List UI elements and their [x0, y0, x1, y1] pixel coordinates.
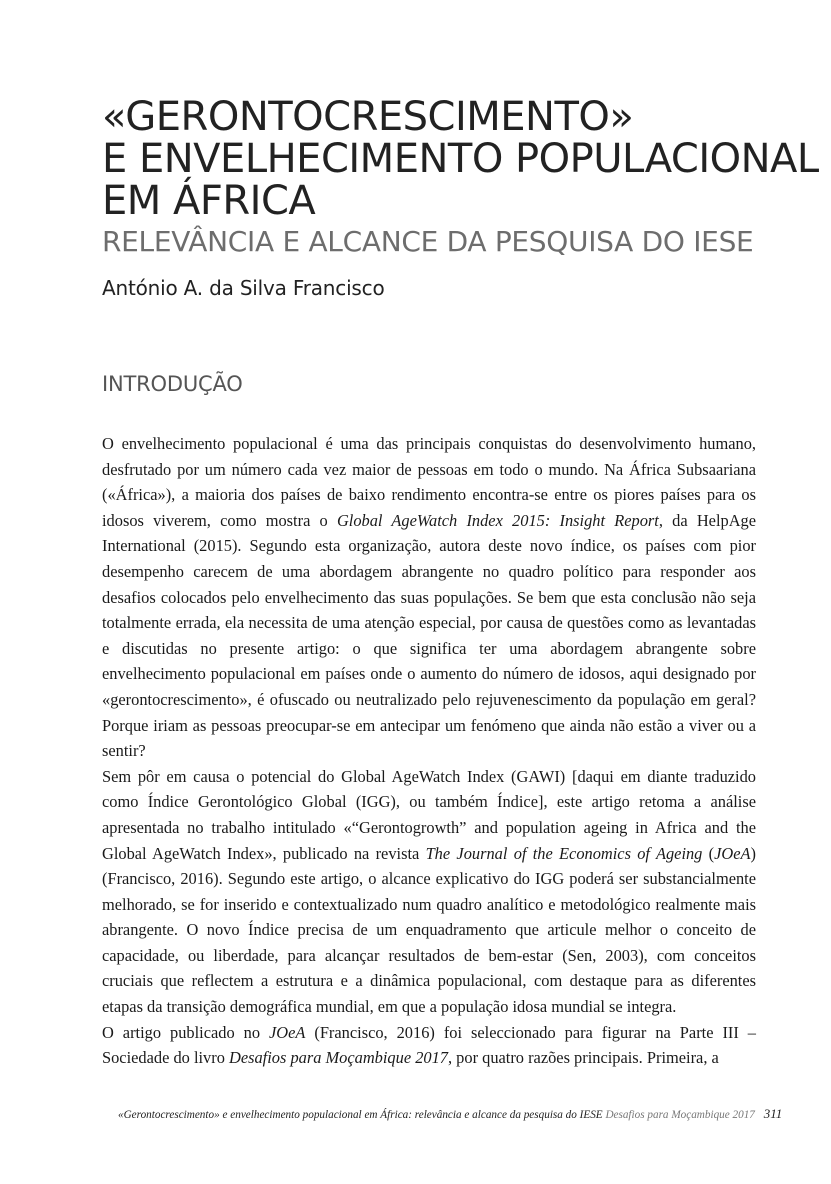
p2-text-c: (: [702, 843, 715, 863]
p3-text-c: (Francisco, 2016) foi seleccionado para figurar na Parte III – Sociedade do livro: [102, 1022, 756, 1068]
section-heading: INTRODUÇÃO: [102, 372, 243, 396]
paragraph-1: [102, 431, 756, 764]
p1-text-a: O envelhecimento populacional é uma das principais conquistas do desenvolvimento humano, desfrutado por um número cada vez maior de pessoas em todo o mundo. Na África Subsaariana («África»), a maioria dos países de baixo rendimento encontra-se entre os piores países para os idosos viverem, como mostra o: [102, 434, 756, 530]
p1-text-c: , da HelpAge International (2015). Segundo esta organização, autora deste novo índice, os países com pior desempenho carecem de uma abordagem abrangente no quadro político para responder aos desafios colocados pelo envelhecimento das suas populações. Se bem que esta conclusão não seja totalmente errada, ela necessita de uma atenção especial, por causa de questões como as levantadas e discutidas no presente artigo: o que significa ter uma abordagem abrangente sobre envelhecimento populacional em países onde o aumento do número de idosos, aqui designado por «gerontocrescimento», é ofuscado ou neutralizado pelo rejuvenescimento da população em geral? Porque iriam as pessoas preocupar-se em antecipar um fenómeno que ainda não estão a viver ou a sentir?: [102, 510, 757, 761]
title-line-3: EM ÁFRICA: [102, 178, 316, 224]
body-text: [102, 431, 756, 1071]
footer-running-title: «Gerontocrescimento» e envelhecimento populacional em África: relevância e alcance da pesquisa do IESE: [118, 1109, 603, 1121]
p3-book-title: Desafios para Moçambique 2017: [229, 1048, 448, 1068]
title-block: [102, 94, 819, 300]
title-line-1: «GERONTOCRESCIMENTO»: [102, 94, 634, 140]
page-footer: [118, 1106, 788, 1122]
subtitle: RELEVÂNCIA E ALCANCE DA PESQUISA DO IESE: [102, 225, 754, 258]
p2-journal-abbrev: JOeA: [714, 843, 751, 863]
p2-text-a: Sem pôr em causa o potencial do Global AgeWatch Index (GAWI) [daqui em diante traduzido como Índice Gerontológico Global (IGG), ou também Índice], este artigo retoma a análise apresentada no trabalho intitulado «“Gerontogrowth” and population ageing in Africa and the Global AgeWatch Index», publicado na revista: [102, 766, 756, 863]
title-line-2: E ENVELHECIMENTO POPULACIONAL: [102, 136, 819, 182]
p3-text-e: , por quatro razões principais. Primeira, a: [447, 1048, 719, 1068]
paragraph-2: [102, 764, 756, 1020]
footer-book-title: Desafios para Moçambique 2017: [605, 1109, 755, 1121]
author-name: António A. da Silva Francisco: [102, 276, 385, 300]
p3-journal-abbrev: JOeA: [268, 1022, 306, 1042]
p3-text-a: O artigo publicado no: [102, 1022, 269, 1042]
p2-journal-title: The Journal of the Economics of Ageing: [425, 843, 703, 863]
page-number: 311: [763, 1106, 783, 1121]
p2-text-e: ) (Francisco, 2016). Segundo este artigo, o alcance explicativo do IGG poderá ser substancialmente melhorado, se for inserido e contextualizado num quadro analítico e metodológico realmente mais abrangente. O novo Índice precisa de um enquadramento que articule melhor o conceito de capacidade, ou liberdade, para alcançar resultados de bem-estar (Sen, 2003), com conceitos cruciais que reflectem a estrutura e a dinâmica populacional, com destaque para as diferentes etapas da transição demográfica mundial, em que a população idosa mundial se integra.: [102, 843, 757, 1017]
paragraph-3: [102, 1020, 756, 1071]
p1-report-title: Global AgeWatch Index 2015: Insight Report: [336, 510, 659, 530]
